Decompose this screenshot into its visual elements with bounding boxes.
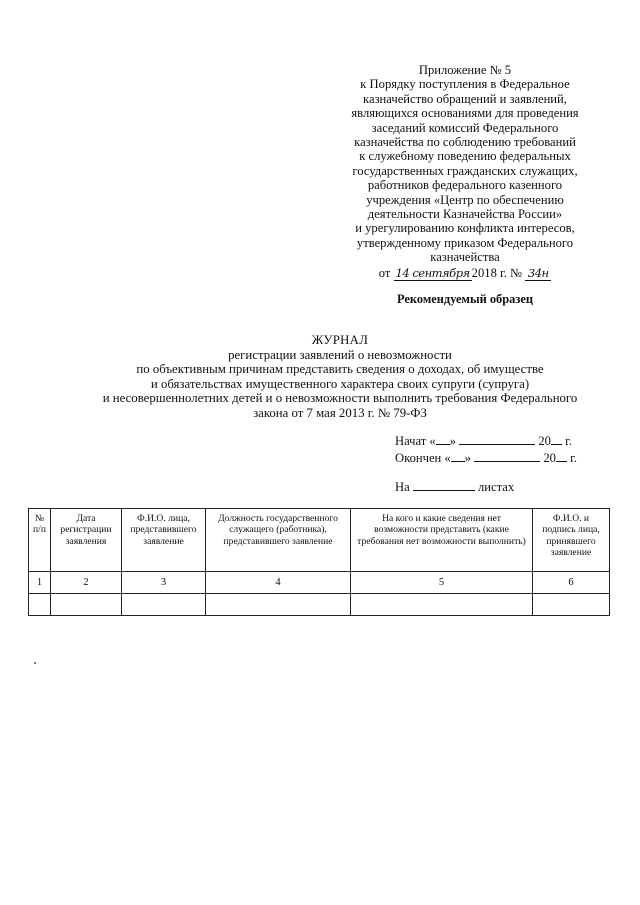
column-number: 1: [29, 572, 51, 594]
sheets-blank: [413, 479, 475, 491]
month-blank: [459, 433, 535, 445]
year-blank: [551, 433, 562, 445]
journal-subtitle-line: регистрации заявлений о невозможности: [228, 347, 452, 362]
month-blank: [474, 450, 540, 462]
sample-label: Рекомендуемый образец: [397, 292, 533, 306]
appendix-line: казначейство обращений и заявлений,: [363, 91, 567, 106]
table-cell: [206, 594, 351, 616]
sheets-prefix: На: [395, 480, 410, 494]
header-receiver: Ф.И.О. и подпись лица, принявшего заявление: [533, 509, 610, 572]
journal-title: ЖУРНАЛ: [311, 333, 369, 347]
table-header-row: [29, 509, 610, 572]
date-prefix: от: [378, 265, 391, 280]
journal-subtitle-line: по объективным причинам представить сведения о доходах, об имуществе: [136, 362, 544, 377]
appendix-line: государственных гражданских служащих,: [352, 163, 578, 178]
date-suffix: 2018 г. №: [471, 265, 523, 280]
ended-label: Окончен «: [395, 451, 451, 465]
journal-dates: [395, 433, 615, 467]
column-number: 4: [206, 572, 351, 594]
table-row: [29, 594, 610, 616]
column-number: 2: [51, 572, 122, 594]
year-suffix: г.: [570, 451, 577, 465]
journal-heading: [60, 333, 620, 421]
table-cell: [533, 594, 610, 616]
appendix-line: утвержденному приказом Федерального: [356, 235, 574, 250]
appendix-line: к служебному поведению федеральных: [359, 149, 571, 164]
table-cell: [122, 594, 206, 616]
header-information: На кого и какие сведения нет возможности представить (какие требования нет возможности выполнить): [351, 509, 533, 572]
day-blank: [436, 433, 450, 445]
appendix-line: являющихся основаниями для проведения: [351, 106, 579, 121]
column-number: 3: [122, 572, 206, 594]
started-row: [395, 433, 615, 450]
handwritten-order-number: 34н: [525, 266, 551, 281]
sheets-suffix: листах: [478, 480, 515, 494]
year-prefix: 20: [543, 451, 556, 465]
appendix-line: работников федерального казенного: [367, 178, 563, 193]
appendix-line: и урегулированию конфликта интересов,: [355, 221, 575, 236]
journal-subtitle-line: и обязательствах имущественного характера своих супруги (супруга): [150, 376, 530, 391]
year-suffix: г.: [565, 434, 572, 448]
handwritten-date: 14 сентября: [395, 265, 470, 280]
header-applicant-name: Ф.И.О. лица, представившего заявление: [122, 509, 206, 572]
sheets-count-line: [395, 479, 615, 495]
table-row: [29, 572, 610, 594]
column-number: 6: [533, 572, 610, 594]
year-blank: [556, 450, 567, 462]
appendix-line: Приложение № 5: [418, 63, 512, 77]
day-blank: [451, 450, 465, 462]
journal-subtitle-line: закона от 7 мая 2013 г. № 79-ФЗ: [253, 405, 427, 420]
quote-close: »: [464, 451, 472, 465]
appendix-line: деятельности Казначейства России»: [367, 207, 563, 222]
table-cell: [51, 594, 122, 616]
appendix-line: заседаний комиссий Федерального: [371, 120, 559, 135]
year-prefix: 20: [538, 434, 551, 448]
quote-close: »: [449, 434, 457, 448]
column-number: 5: [351, 572, 533, 594]
appendix-line: казначейства по соблюдению требований: [354, 135, 576, 150]
appendix-block: [330, 63, 600, 281]
header-registration-date: Дата регистрации заявления: [51, 509, 122, 572]
header-position: Должность государственного служащего (работника), представившего заявление: [206, 509, 351, 572]
journal-subtitle-line: и несовершеннолетних детей и о невозможности выполнить требования Федерального: [102, 391, 578, 406]
appendix-line: к Порядку поступления в Федеральное: [360, 77, 570, 92]
ended-row: [395, 450, 615, 467]
started-label: Начат «: [395, 434, 436, 448]
order-date-line: [330, 266, 600, 281]
registration-table: [28, 508, 610, 616]
table-cell: [29, 594, 51, 616]
scan-speck: [34, 662, 36, 664]
table-cell: [351, 594, 533, 616]
appendix-line: учреждения «Центр по обеспечению: [366, 192, 564, 207]
appendix-line: казначейства: [430, 250, 500, 265]
header-number: № п/п: [29, 509, 51, 572]
